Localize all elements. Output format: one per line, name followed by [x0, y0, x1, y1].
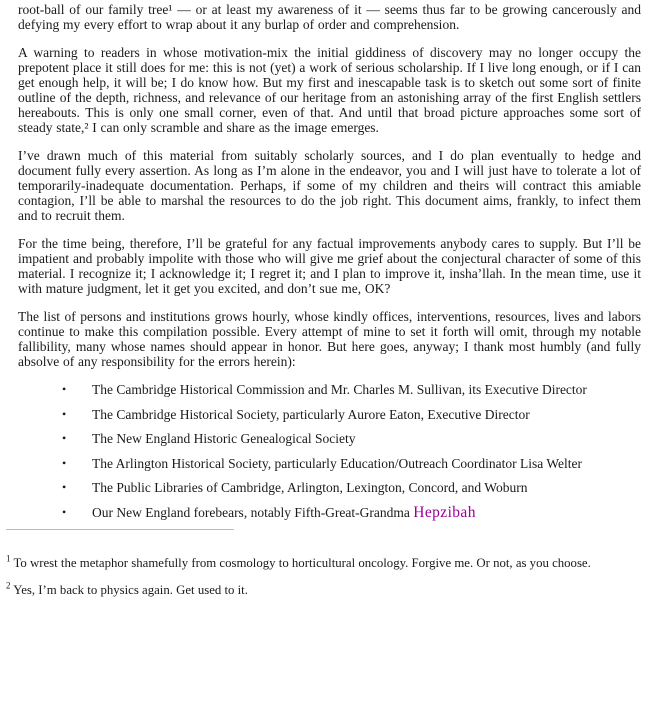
bullet-icon: •: [62, 382, 67, 396]
bullet-icon: •: [62, 431, 67, 445]
bullet-icon: •: [62, 504, 67, 519]
list-item-text: The New England Historic Genealogical Society: [92, 431, 356, 446]
list-item-text: The Public Libraries of Cambridge, Arlington, Lexington, Concord, and Woburn: [92, 480, 528, 495]
footnote-divider: [6, 529, 234, 530]
footnote-1: [6, 553, 639, 571]
list-item-text-prefix: Our New England forebears, notably Fifth-Great-Grandma: [92, 504, 414, 520]
list-item-text: The Cambridge Historical Commission and Mr. Charles M. Sullivan, its Executive Director: [92, 382, 587, 397]
bullet-icon: •: [62, 455, 67, 470]
hepzibah-link[interactable]: Hepzibah: [413, 503, 476, 521]
list-item: [18, 382, 641, 398]
list-item-text: The Arlington Historical Society, particularly Education/Outreach Coordinator Lisa Welter: [92, 455, 583, 471]
paragraph-warning: A warning to readers in whose motivation-mix the initial giddiness of discovery may no longer occupy the prepotent place it still does for me: this is not (yet) a work of serious scholarship. If I live long enough, or if I can get enough help, it will be; I do know how. But my first and inescapable task is to sketch out some sort of finite outline of the depth, richness, and relevance of our heritage from an astonishing array of the first English settlers hereabouts. This is only one small corner, even of that. And until that broad picture approaches some sort of steady state,² I can only scramble and share as the image emerges.: [18, 45, 641, 135]
list-item-text: [92, 505, 641, 521]
footnote-2: [6, 580, 639, 598]
list-item: [18, 407, 641, 423]
bullet-icon: •: [62, 480, 67, 494]
bullet-icon: •: [62, 406, 67, 421]
footnotes-section: [6, 553, 639, 598]
list-item-text: The Cambridge Historical Society, particularly Aurore Eaton, Executive Director: [92, 406, 530, 422]
paragraph-acknowledgments-intro: The list of persons and institutions grows hourly, whose kindly offices, interventions, resources, lives and labors continue to make this compilation possible. Every attempt of mine to set it forth will omit, through my notable fallibility, many whose names should appear in honor. But here goes, anyway; I thank most humbly (and fully absolve of any responsibility for the errors herein):: [18, 309, 641, 369]
paragraph-rootball: root-ball of our family tree¹ — or at least my awareness of it — seems thus far to be growing cancerously and defying my every effort to wrap about it any burlap of order and comprehension.: [18, 2, 641, 32]
paragraph-improvements: For the time being, therefore, I’ll be grateful for any factual improvements anybody cares to supply. But I’ll be impatient and probably impolite with those who will give me grief about the conjectural character of some of this material. I recognize it; I acknowledge it; I regret it; and I plan to improve it, insha’llah. In the mean time, use it with mature judgment, let it get you excited, and don’t sue me, OK?: [18, 236, 641, 296]
acknowledgments-list: [18, 382, 641, 520]
list-item: [18, 456, 641, 472]
paragraph-sources: I’ve drawn much of this material from suitably scholarly sources, and I do plan eventually to hedge and document fully every assertion. As long as I’m alone in the endeavor, you and I will just have to tolerate a lot of temporarily-inadequate documentation. Perhaps, if some of my children and theirs will contract this amiable contagion, I’ll be able to marshal the resources to do the job right. This document aims, frankly, to infect them and to recruit them.: [18, 148, 641, 223]
footnote-text: Yes, I’m back to physics again. Get used to it.: [13, 583, 248, 597]
list-item: [18, 480, 641, 496]
footnote-marker: 2: [6, 580, 11, 591]
footnote-marker: 1: [6, 553, 11, 564]
list-item: [18, 505, 641, 521]
footnote-text: To wrest the metaphor shamefully from cosmology to horticultural oncology. Forgive me. Or not, as you choose.: [13, 556, 591, 570]
list-item: [18, 431, 641, 447]
